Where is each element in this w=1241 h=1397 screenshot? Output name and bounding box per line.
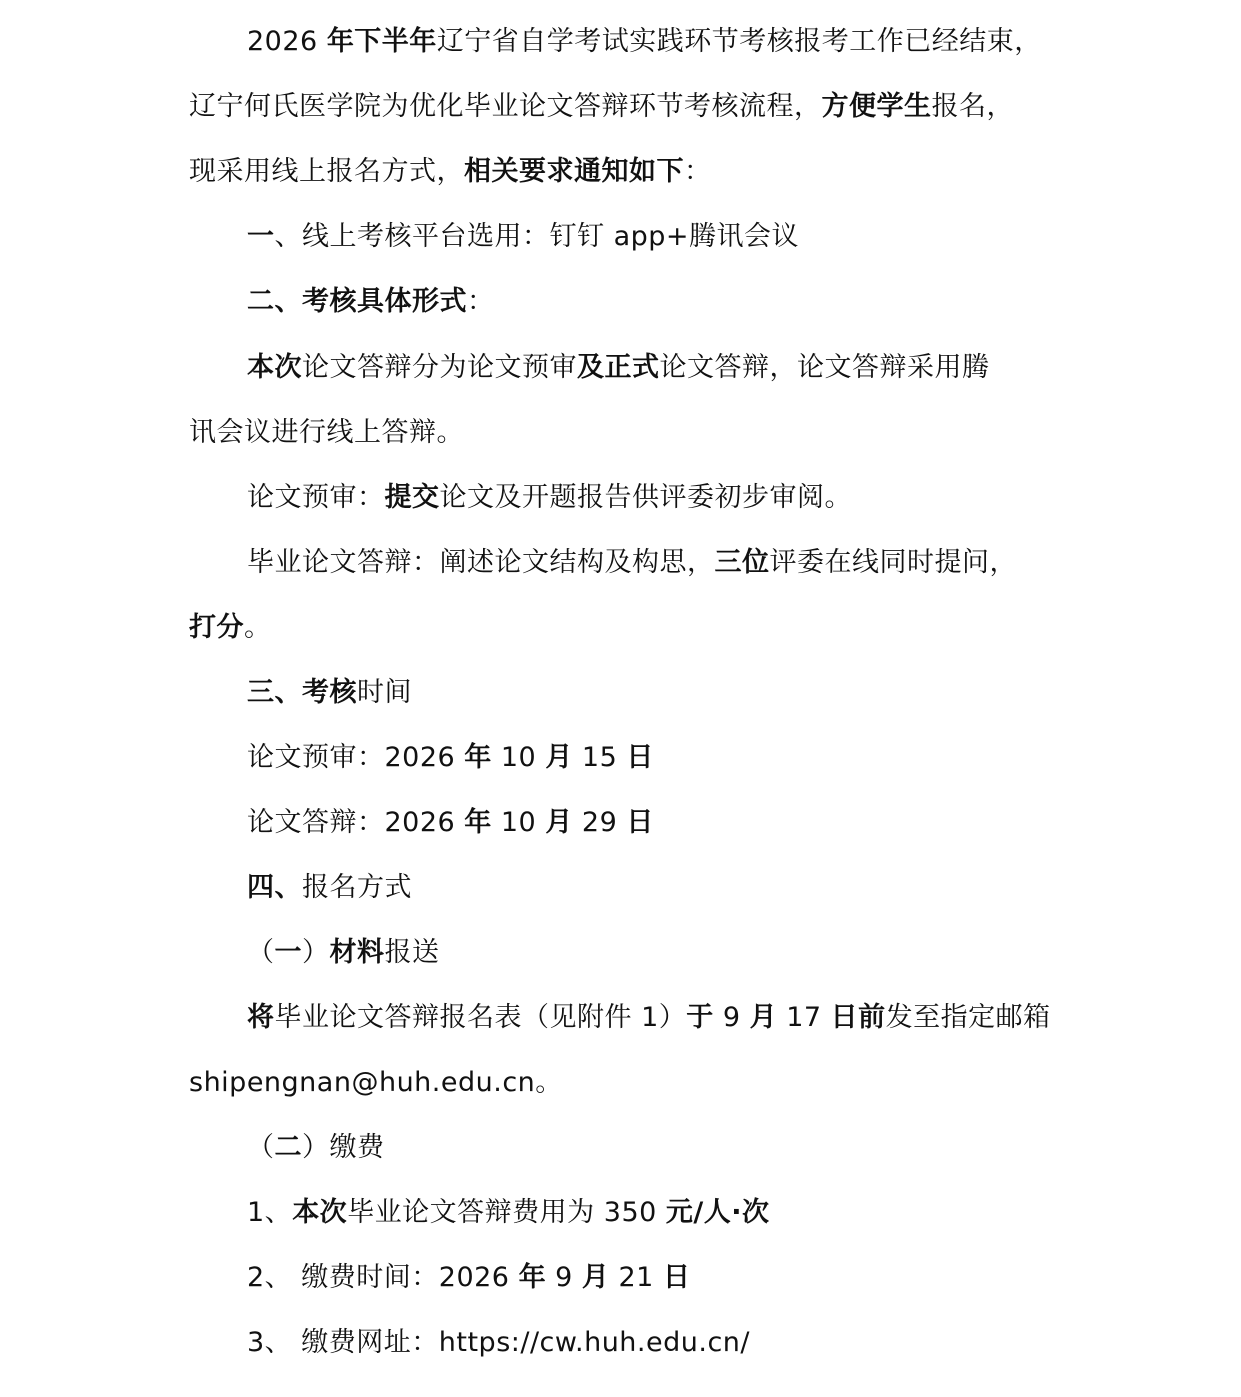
section-2-p3-line-2-bold: 打分 bbox=[189, 612, 244, 643]
defense-yue: 月 bbox=[545, 807, 573, 838]
section-2-heading-line bbox=[247, 285, 1147, 319]
intro-text-1: 辽宁省自学考试实践环节考核报考工作已经结束， bbox=[436, 26, 1042, 57]
fee-bold: 本次 bbox=[292, 1197, 348, 1228]
time-yue: 月 bbox=[581, 1262, 610, 1293]
review-month-num: 10 bbox=[491, 742, 546, 773]
sub-2-num: 二 bbox=[274, 1132, 302, 1163]
sub-1-bold: 材料 bbox=[329, 937, 385, 968]
review-yue: 月 bbox=[545, 742, 573, 773]
section-2-p1-line-2-text: 讯会议进行线上答辩。 bbox=[189, 417, 464, 448]
time-prefix: 2、 缴费时间：2026 bbox=[247, 1262, 519, 1293]
intro-line-3 bbox=[189, 155, 1089, 189]
p1-bold-1: 将 bbox=[247, 1002, 275, 1033]
defense-label: 论文答辩：2026 bbox=[247, 807, 465, 838]
section-2-p1-line-1 bbox=[247, 351, 1147, 385]
section-1-line bbox=[247, 220, 1147, 254]
defense-nian: 年 bbox=[464, 807, 492, 838]
p1-text-3: 17 bbox=[777, 1002, 831, 1033]
intro-half-year: 年下半年 bbox=[326, 26, 437, 57]
intro-text-3b: ： bbox=[684, 156, 712, 187]
section-2-colon: ： bbox=[467, 286, 495, 317]
payment-time-line bbox=[247, 1261, 1147, 1295]
sub-1-num: 一 bbox=[274, 937, 302, 968]
review-nian: 年 bbox=[464, 742, 492, 773]
defense-ri: 日 bbox=[626, 807, 654, 838]
sub-1-close: ） bbox=[302, 937, 330, 968]
fee-prefix: 1、 bbox=[247, 1197, 293, 1228]
section-3-heading-bold: 三、考核 bbox=[247, 677, 357, 708]
section-4-p1-line-1 bbox=[247, 1001, 1147, 1035]
p1-text-4: 发至指定邮箱 bbox=[885, 1002, 1051, 1033]
section-4-sub-1-line bbox=[247, 936, 1147, 970]
section-1-heading: 一 bbox=[247, 221, 275, 252]
section-2-p2-bold: 提交 bbox=[384, 482, 440, 513]
time-nian: 年 bbox=[518, 1262, 547, 1293]
section-2-p1-text-2: 论文答辩，论文答辩采用腾 bbox=[659, 352, 990, 383]
section-1-sep: 、 bbox=[274, 221, 302, 252]
section-2-p3-text-1: 毕业论文答辩：阐述论文结构及构思， bbox=[247, 547, 715, 578]
section-2-p2-line bbox=[247, 481, 1147, 515]
email-end: 。 bbox=[535, 1067, 563, 1098]
section-3-heading-line bbox=[247, 676, 1147, 710]
review-day-num: 15 bbox=[572, 742, 627, 773]
section-2-p1-line-2 bbox=[189, 416, 1089, 450]
section-2-heading: 二、考核具体形式 bbox=[247, 286, 467, 317]
section-2-p3-line-2-end: 。 bbox=[244, 612, 272, 643]
section-4-heading-line bbox=[247, 871, 1147, 905]
p1-text-2: 9 bbox=[713, 1002, 750, 1033]
defense-day-num: 29 bbox=[572, 807, 627, 838]
review-ri: 日 bbox=[626, 742, 654, 773]
intro-text-2a: 辽宁何氏医学院为优化毕业论文答辩环节考核流程， bbox=[189, 91, 822, 122]
p1-bold-2: 于 bbox=[686, 1002, 714, 1033]
p1-bold-4: 日前 bbox=[830, 1002, 886, 1033]
sub-1-open: （ bbox=[247, 937, 275, 968]
p1-bold-3: 月 bbox=[749, 1002, 778, 1033]
section-2-p3-bold: 三位 bbox=[714, 547, 770, 578]
intro-text-2b: 报名， bbox=[931, 91, 1014, 122]
section-2-p3-line-1 bbox=[247, 546, 1147, 580]
fee-line bbox=[247, 1196, 1147, 1230]
section-2-p3-line-2 bbox=[189, 611, 1089, 645]
section-4-heading-rest: 报名方式 bbox=[302, 872, 412, 903]
intro-text-3a: 现采用线上报名方式， bbox=[189, 156, 464, 187]
section-2-p1-bold-2: 及正式 bbox=[577, 352, 660, 383]
section-1-text: 线上考核平台选用：钉钉 app+腾讯会议 bbox=[302, 221, 800, 252]
intro-convenience: 方便学生 bbox=[821, 91, 932, 122]
fee-unit: 元/人·次 bbox=[665, 1197, 770, 1228]
section-3-defense-line bbox=[247, 806, 1147, 840]
time-ri: 日 bbox=[662, 1262, 691, 1293]
sub-2-close: ） bbox=[302, 1132, 330, 1163]
sub-2-rest: 缴费 bbox=[329, 1132, 385, 1163]
payment-url-link[interactable]: https://cw.huh.edu.cn/ bbox=[438, 1327, 750, 1358]
section-3-heading-rest: 时间 bbox=[357, 677, 412, 708]
url-prefix: 3、 缴费网址： bbox=[247, 1327, 439, 1358]
section-4-email-line bbox=[189, 1066, 1089, 1100]
section-3-review-line bbox=[247, 741, 1147, 775]
intro-line-1 bbox=[247, 25, 1147, 59]
section-2-p3-text-2: 评委在线同时提问， bbox=[769, 547, 1017, 578]
defense-month-num: 10 bbox=[491, 807, 546, 838]
section-2-p1-bold-1: 本次 bbox=[247, 352, 302, 383]
intro-notice: 相关要求通知如下 bbox=[464, 156, 684, 187]
section-2-p2-text: 论文及开题报告供评委初步审阅。 bbox=[439, 482, 852, 513]
time-day: 21 bbox=[609, 1262, 663, 1293]
payment-url-line bbox=[247, 1326, 1147, 1360]
section-4-heading-bold: 四、 bbox=[247, 872, 302, 903]
sub-1-rest: 报送 bbox=[384, 937, 440, 968]
intro-line-2 bbox=[189, 90, 1089, 124]
p1-text-1: 毕业论文答辩报名表（见附件 1） bbox=[274, 1002, 687, 1033]
intro-year: 2026 bbox=[247, 26, 318, 57]
sub-2-open: （ bbox=[247, 1132, 275, 1163]
fee-text: 毕业论文答辩费用为 350 bbox=[347, 1197, 666, 1228]
section-4-sub-2-line bbox=[247, 1131, 1147, 1165]
section-2-p1-text-1: 论文答辩分为论文预审 bbox=[302, 352, 577, 383]
review-label: 论文预审：2026 bbox=[247, 742, 465, 773]
email-address[interactable]: shipengnan@huh.edu.cn bbox=[189, 1067, 536, 1098]
section-2-p2-label: 论文预审： bbox=[247, 482, 385, 513]
time-month: 9 bbox=[546, 1262, 582, 1293]
